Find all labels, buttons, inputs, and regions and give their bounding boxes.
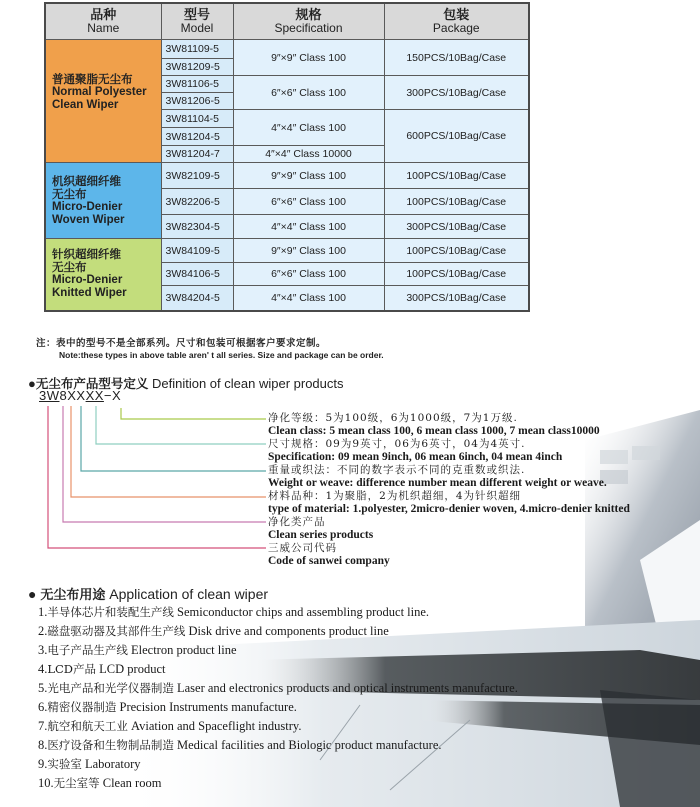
bullet-icon: ●	[28, 376, 36, 391]
code-middle-part: 8XX	[59, 388, 86, 403]
model-cell: 3W84109-5	[161, 239, 233, 263]
package-cell: 100PCS/10Bag/Case	[384, 163, 529, 189]
application-title-english: Application of clean wiper	[109, 586, 269, 602]
application-item: 8.医疗设备和生物制品制造 Medical facilities and Biologic product manufacture.	[38, 738, 442, 752]
connector-line-material	[71, 406, 266, 497]
connector-line-clean-class	[121, 408, 266, 419]
spec-cell: 4″×4″ Class 100	[233, 215, 384, 239]
package-cell: 300PCS/10Bag/Case	[384, 215, 529, 239]
package-cell: 300PCS/10Bag/Case	[384, 286, 529, 311]
package-cell: 100PCS/10Bag/Case	[384, 263, 529, 286]
spec-cell: 9″×9″ Class 100	[233, 40, 384, 76]
name-cell-polyester: 普通聚脂无尘布 Normal Polyester Clean Wiper	[45, 40, 161, 163]
header-specification: 规格 Specification	[233, 3, 384, 40]
definition-item-clean-class: 净化等级：5为100级，6为1000级，7为1万级. Clean class: 5 mean class 100, 6 mean class 1000, 7 mean class10000	[268, 412, 600, 437]
connector-line-weight	[81, 406, 266, 471]
definition-item-company-code: 三威公司代码 Code of sanwei company	[268, 542, 390, 567]
application-item: 4.LCD产品 LCD product	[38, 662, 166, 676]
name-cell-knitted: 针织超细纤维 无尘布 Micro-Denier Knitted Wiper	[45, 239, 161, 311]
application-item: 7.航空和航天工业 Aviation and Spaceflight industry.	[38, 719, 302, 733]
model-cell: 3W81204-7	[161, 146, 233, 163]
definition-item-weight: 重量或织法：不同的数字表示不同的克重数或织法. Weight or weave: difference number mean different weight or weave.	[268, 464, 607, 489]
header-package: 包装 Package	[384, 3, 529, 40]
definition-title-english: Definition of clean wiper products	[152, 376, 344, 391]
code-class-part: −X	[103, 388, 122, 403]
model-cell: 3W82304-5	[161, 215, 233, 239]
package-cell: 600PCS/10Bag/Case	[384, 110, 529, 163]
code-company-part: 3W	[39, 388, 60, 403]
definition-item-clean-series: 净化类产品 Clean series products	[268, 516, 374, 541]
package-cell: 100PCS/10Bag/Case	[384, 189, 529, 215]
definition-item-material: 材料品种：1为聚脂，2为机织超细，4为针织超细 type of material: 1.polyester, 2micro-denier woven, 4.micro-denier knitted	[268, 490, 630, 515]
model-cell: 3W82206-5	[161, 189, 233, 215]
code-size-part: XX	[85, 388, 104, 403]
spec-cell: 6″×6″ Class 100	[233, 189, 384, 215]
model-cell: 3W81106-5	[161, 76, 233, 93]
application-item: 1.半导体芯片和装配生产线 Semiconductor chips and assembling product line.	[38, 605, 430, 619]
header-name: 品种 Name	[45, 3, 161, 40]
spec-cell: 4″×4″ Class 10000	[233, 146, 384, 163]
definition-title-chinese: 无尘布产品型号定义	[35, 376, 149, 391]
spec-cell: 9″×9″ Class 100	[233, 163, 384, 189]
package-cell: 150PCS/10Bag/Case	[384, 40, 529, 76]
model-cell: 3W81206-5	[161, 93, 233, 110]
application-list	[38, 603, 518, 793]
application-item: 10.无尘室等 Clean room	[38, 776, 162, 790]
name-cell-woven: 机织超细纤维 无尘布 Micro-Denier Woven Wiper	[45, 163, 161, 239]
model-cell: 3W82109-5	[161, 163, 233, 189]
application-item: 5.光电产品和光学仪器制造 Laser and electronics products and optical instruments manufacture.	[38, 681, 518, 695]
spec-cell: 9″×9″ Class 100	[233, 239, 384, 263]
model-cell: 3W81109-5	[161, 40, 233, 59]
table-note-english: Note:these types in above table aren' t all series. Size and package can be order.	[59, 350, 384, 360]
application-title-chinese: 无尘布用途	[40, 588, 106, 603]
application-item: 6.精密仪器制造 Precision Instruments manufacture.	[38, 700, 297, 714]
spec-cell: 6″×6″ Class 100	[233, 76, 384, 110]
application-heading	[28, 584, 268, 603]
connector-line-clean-series	[63, 406, 266, 522]
model-cell: 3W81104-5	[161, 110, 233, 128]
spec-cell: 4″×4″ Class 100	[233, 110, 384, 146]
spec-cell: 4″×4″ Class 100	[233, 286, 384, 311]
table-note-chinese: 注：表中的型号不是全部系列。尺寸和包装可根据客户要求定制。	[36, 338, 327, 349]
model-cell: 3W84204-5	[161, 286, 233, 311]
header-model: 型号 Model	[161, 3, 233, 40]
application-item: 3.电子产品生产线 Electron product line	[38, 643, 237, 657]
application-item: 2.磁盘驱动器及其部件生产线 Disk drive and components product line	[38, 624, 389, 638]
model-cell: 3W81204-5	[161, 128, 233, 146]
spec-cell: 6″×6″ Class 100	[233, 263, 384, 286]
package-cell: 100PCS/10Bag/Case	[384, 239, 529, 263]
definition-item-specification: 尺寸规格：09为9英寸，06为6英寸，04为4英寸. Specification: 09 mean 9inch, 06 mean 6inch, 04 mean 4inch	[268, 438, 563, 463]
application-item: 9.实验室 Laboratory	[38, 757, 141, 771]
model-cell: 3W84106-5	[161, 263, 233, 286]
bullet-icon: ●	[28, 586, 37, 602]
model-cell: 3W81209-5	[161, 59, 233, 76]
package-cell: 300PCS/10Bag/Case	[384, 76, 529, 110]
